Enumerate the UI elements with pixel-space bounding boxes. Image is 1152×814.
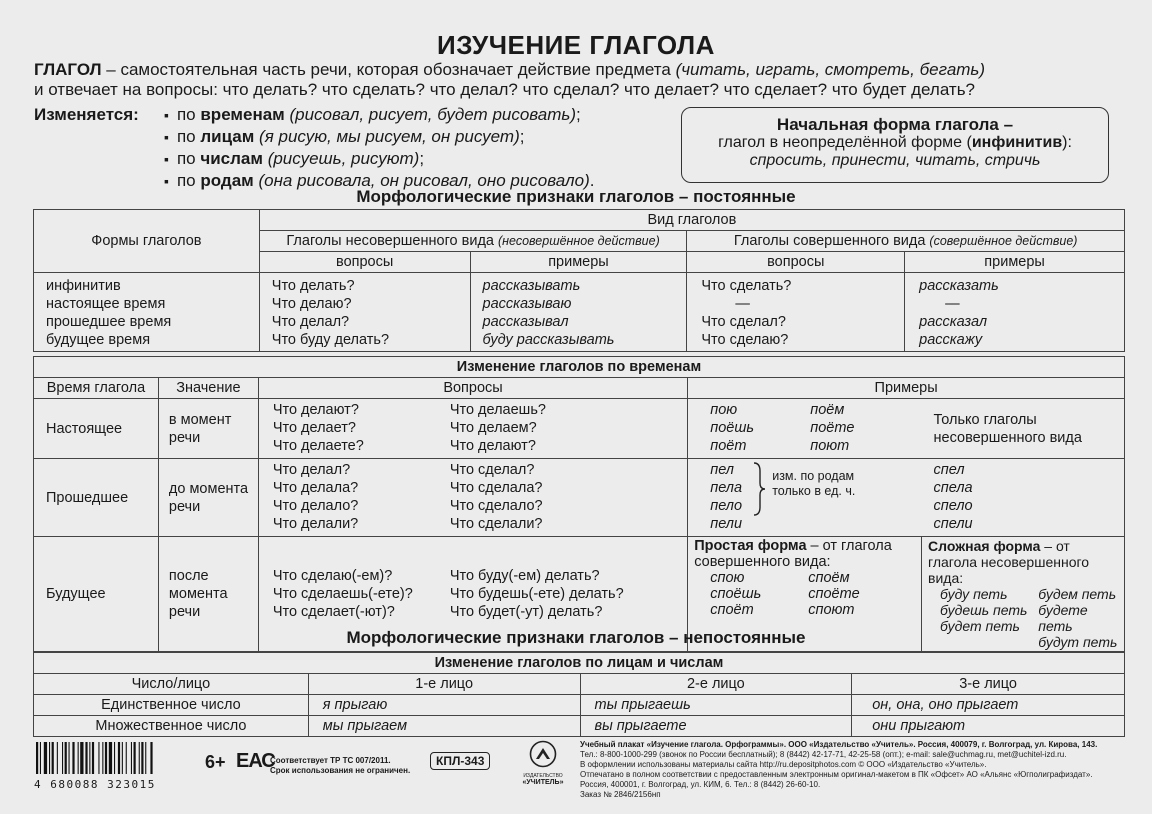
definition-examples: (читать, играть, смотреть, бегать) <box>675 60 986 79</box>
future-name: Будущее <box>34 537 159 652</box>
present-note: Только глаголы несовершенного вида <box>922 399 1125 459</box>
tenses-table <box>33 356 1125 652</box>
definition-text: – самостоятельная часть речи, которая обозначает действие предмета <box>101 60 676 79</box>
col-person-3: 3-е лицо <box>852 674 1125 695</box>
infinitive-line: глагол в неопределённой форме (инфинитив): <box>718 134 1072 151</box>
changes-label: Изменяется: <box>34 105 139 124</box>
age-rating: 6+ <box>205 752 226 772</box>
perf-examples-header: примеры <box>905 252 1125 273</box>
present-name: Настоящее <box>34 399 159 459</box>
pl-person-3: они прыгают <box>852 716 1125 737</box>
past-name: Прошедшее <box>34 459 159 537</box>
change-item-gender: ▪ по родам (она рисовала, он рисовал, оно рисовало). <box>164 170 594 192</box>
present-examples: пою поёшь поёт поём поёте поют <box>688 399 922 459</box>
table-row <box>34 716 1125 737</box>
forms-list: инфинитив настоящее время прошедшее время будущее время <box>34 273 260 352</box>
imperf-examples: рассказывать рассказываю рассказывал буду рассказывать <box>470 273 687 352</box>
infinitive-box <box>681 107 1109 183</box>
publisher-info: Учебный плакат «Изучение глагола. Орфограммы». ООО «Издательство «Учитель». Россия, 400079, г. Волгоград, ул. Кирова, 143. Тел.: 8-800-1000-299 (звонок по России бесплатный); 8 (8442) 42-17-71, 42-25-58 (опт.); e-mail: sale@uchmag.ru, met@uchitel-izd.ru. В оформлении использованы материалы сайта http://ru.depositphotos.com © ООО «Издательство «Учитель». Отпечатано в полном соответствии с предоставленным электронным оригинал-макетом в ПК «Офсет» АО «Альянс «Югполиграфиздат». Россия, 400001, г. Волгоград, ул. КИМ, 6. Тел.: 8 (8442) 26-60-10. Заказ № 2846/2156нп <box>580 740 1098 799</box>
col-questions: Вопросы <box>258 378 687 399</box>
product-code: КПЛ-343 <box>430 752 490 770</box>
verb-definition <box>34 60 1124 100</box>
definition-term: ГЛАГОЛ <box>34 60 102 79</box>
perf-examples: рассказать — рассказал расскажу <box>905 273 1125 352</box>
sg-person-2: ты прыгаешь <box>580 695 852 716</box>
sg-person-3: он, она, оно прыгает <box>852 695 1125 716</box>
certification: Соответствует ТР ТС 007/2011. Срок использования не ограничен. <box>270 756 411 775</box>
aspect-header: Вид глаголов <box>259 210 1124 231</box>
imperf-examples-header: примеры <box>470 252 687 273</box>
past-meaning: до момента речи <box>158 459 258 537</box>
col-number: Число/лицо <box>34 674 309 695</box>
persons-heading: Изменение глаголов по лицам и числам <box>34 653 1125 674</box>
table-row <box>34 695 1125 716</box>
present-meaning: в момент речи <box>158 399 258 459</box>
present-questions: Что делают? Что делает? Что делаете? Что делаешь? Что делаем? Что делают? <box>258 399 687 459</box>
section-variable-heading: Морфологические признаки глаголов – непостоянные <box>346 628 806 647</box>
future-questions: Что сделаю(-ем)? Что сделаешь(-ете)? Что сделает(-ют)? Что буду(-ем) делать? Что будешь(-ете) делать? Что будет(-ут) делать? <box>258 537 687 652</box>
past-perf-examples: спел спела спело спели <box>922 459 1125 537</box>
publisher-logo: ИЗДАТЕЛЬСТВО «УЧИТЕЛЬ» <box>518 740 568 787</box>
change-item-person: ▪ по лицам (я рисую, мы рисуем, он рисует); <box>164 126 594 148</box>
brace-icon <box>752 461 766 517</box>
singular-label: Единственное число <box>34 695 309 716</box>
barcode <box>34 742 194 791</box>
imperfective-header: Глаголы несовершенного вида (несовершённое действие) <box>259 231 687 252</box>
table-row <box>34 459 1125 537</box>
eac-mark: ЕАС <box>236 750 275 772</box>
persons-table <box>33 652 1125 737</box>
forms-header: Формы глаголов <box>34 210 260 273</box>
pl-person-1: мы прыгаем <box>308 716 580 737</box>
past-questions: Что делал? Что делала? Что делало? Что делали? Что сделал? Что сделала? Что сделало? Что сделали? <box>258 459 687 537</box>
infinitive-heading: Начальная форма глагола – <box>776 115 1014 134</box>
pl-person-2: вы прыгаете <box>580 716 852 737</box>
future-complex: Сложная форма – от глагола несовершенного вида: буду петь будешь петь будет петь будем петь будете петь будут петь <box>922 537 1125 652</box>
perfective-header: Глаголы совершенного вида (совершённое действие) <box>687 231 1125 252</box>
tenses-heading: Изменение глаголов по временам <box>34 357 1125 378</box>
barcode-number: 4 680088 323015 <box>34 778 156 791</box>
col-person-2: 2-е лицо <box>580 674 852 695</box>
perf-questions-header: вопросы <box>687 252 905 273</box>
barcode-bars <box>34 742 194 774</box>
plural-label: Множественное число <box>34 716 309 737</box>
col-person-1: 1-е лицо <box>308 674 580 695</box>
publisher-logo-icon <box>529 740 557 768</box>
infinitive-examples: спросить, принести, читать, стричь <box>749 152 1041 169</box>
imperf-questions-header: вопросы <box>259 252 470 273</box>
col-meaning: Значение <box>158 378 258 399</box>
perf-questions: Что сделать? — Что сделал? Что сделаю? <box>687 273 905 352</box>
section-constant-heading: Морфологические признаки глаголов – постоянные <box>356 187 796 206</box>
changes-list <box>164 104 594 192</box>
col-time: Время глагола <box>34 378 159 399</box>
change-item-number: ▪ по числам (рисуешь, рисуют); <box>164 148 594 170</box>
poster-title: ИЗУЧЕНИЕ ГЛАГОЛА <box>437 30 715 60</box>
imperf-questions: Что делать? Что делаю? Что делал? Что буду делать? <box>259 273 470 352</box>
aspect-table <box>33 209 1125 352</box>
past-brace-note: изм. по родам только в ед. ч. <box>772 469 856 498</box>
sg-person-1: я прыгаю <box>308 695 580 716</box>
col-examples: Примеры <box>688 378 1125 399</box>
future-meaning: после момента речи <box>158 537 258 652</box>
past-examples: пел пела пело пели изм. по родам только в ед. ч. <box>688 459 922 537</box>
change-item-tense: ▪ по временам (рисовал, рисует, будет рисовать); <box>164 104 594 126</box>
future-simple: Простая форма – от глагола совершенного вида: спою споёшь споёт споём споёте споют <box>688 537 922 652</box>
definition-questions: и отвечает на вопросы: что делать? что сделать? что делал? что сделал? что делает? что сделает? что будет делать? <box>34 80 976 99</box>
table-row <box>34 399 1125 459</box>
